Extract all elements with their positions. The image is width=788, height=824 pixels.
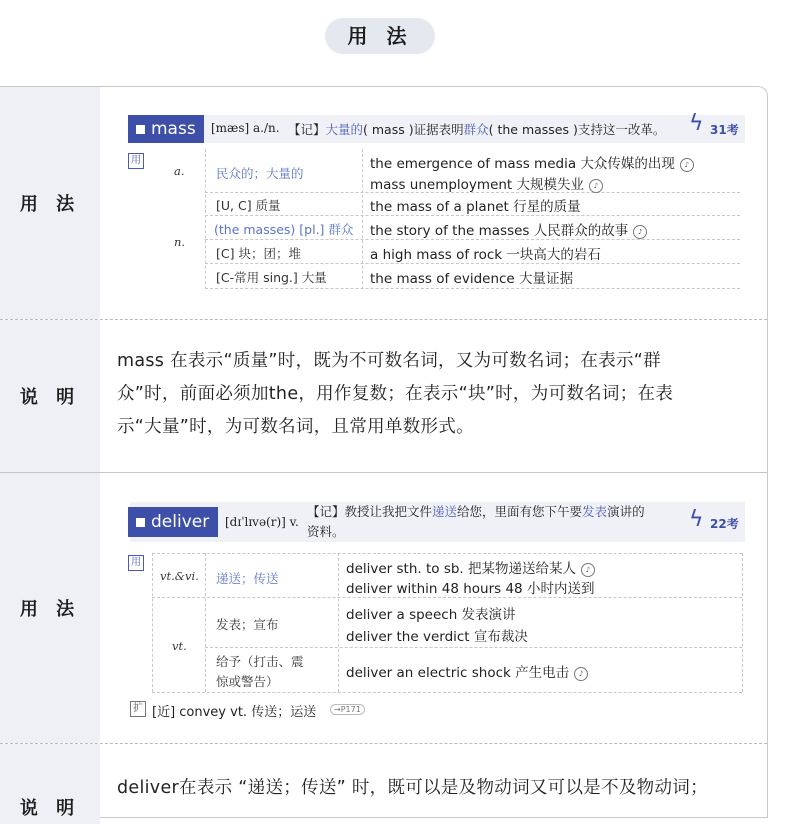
explanation-line: mass 在表示“质量”时，既为不可数名词，又为可数名词；在表示“群 (117, 351, 661, 371)
memo-text: ( the masses )支持这一改革。 (488, 122, 666, 137)
sense: [C-常用 sing.] 大量 (216, 270, 327, 285)
memo-text: 演讲的 (607, 504, 645, 519)
example-text: deliver the verdict 宣布裁决 (346, 629, 528, 645)
table-divider (205, 263, 740, 264)
headword-deliver (128, 507, 218, 537)
memo (288, 120, 665, 138)
memo-text: 给您，里面有您下午要 (457, 504, 583, 519)
example (370, 152, 694, 172)
example (370, 267, 573, 287)
synonym: [近] convey vt. 传送；运送 (152, 705, 317, 720)
explanation-line: 示“大量”时，为可数名词，且常用单数形式。 (117, 417, 474, 437)
page-reference[interactable]: →P171 (330, 704, 365, 715)
sense: 惊或警告） (216, 674, 279, 689)
kuo-badge-icon: 扩 (130, 701, 146, 717)
memo-prefix: 【记】 (288, 122, 326, 137)
memo-highlight: 群众 (463, 122, 489, 137)
example-text: the story of the masses 人民群众的故事 (370, 223, 629, 239)
sense: (the masses) [pl.] 群众 (214, 222, 354, 237)
sense: [C] 块；团；堆 (216, 246, 301, 261)
usage-label-2: 用 法 (0, 473, 100, 743)
headword-text: mass (151, 119, 196, 139)
audio-icon[interactable]: ♪ (589, 179, 603, 193)
example (346, 603, 516, 623)
sense: 发表；宣布 (216, 617, 279, 632)
square-icon (136, 125, 145, 134)
divider (0, 472, 767, 473)
usage-label: 用 法 (0, 87, 100, 319)
memo (307, 502, 645, 520)
pos-label: a. (174, 164, 185, 178)
example (370, 173, 603, 193)
memo-highlight: 大量的 (325, 122, 364, 137)
sense: [U, C] 质量 (216, 198, 281, 213)
audio-icon[interactable]: ♪ (581, 563, 595, 577)
explanation-line: 众”时，前面必须加the，用作复数；在表示“块”时，为可数名词；在表 (117, 384, 674, 404)
explain-label-2: 说 明 (0, 744, 100, 824)
example (346, 661, 588, 681)
lightning-icon: ϟ (689, 507, 704, 532)
memo-prefix: 【记】 (307, 504, 345, 519)
pos-label: vt.&vi. (160, 569, 199, 583)
divider (0, 319, 767, 320)
memo-text: 教授让我把文件 (344, 504, 433, 519)
headword-mass (128, 115, 204, 143)
example-text: deliver a speech 发表演讲 (346, 607, 516, 623)
pos-label: n. (174, 235, 186, 249)
example (346, 557, 595, 577)
table-divider (338, 553, 339, 692)
table-divider (742, 553, 743, 692)
exam-count: 31考 (710, 123, 739, 137)
example-text: the mass of evidence 大量证据 (370, 271, 574, 287)
memo-highlight: 递送 (432, 504, 458, 519)
memo-highlight: 发表 (582, 504, 608, 519)
pos-label: vt. (172, 639, 187, 653)
example-text: mass unemployment 大规模失业 (370, 177, 585, 193)
example-text: deliver within 48 hours 48 小时内送到 (346, 581, 595, 597)
table-divider (205, 553, 206, 692)
table-divider (362, 149, 363, 289)
table-divider (205, 215, 740, 216)
table-divider (152, 597, 742, 598)
content-frame (0, 86, 768, 818)
table-divider (152, 553, 153, 692)
example-text: the emergence of mass media 大众传媒的出现 (370, 156, 675, 172)
example-text: deliver sth. to sb. 把某物递送给某人 (346, 561, 577, 577)
lightning-icon: ϟ (689, 111, 704, 136)
example (370, 219, 647, 239)
table-divider (205, 288, 740, 289)
example-text: the mass of a planet 行星的质量 (370, 199, 581, 215)
example-text: a high mass of rock 一块高大的岩石 (370, 247, 601, 263)
section-title: 用 法 (325, 18, 435, 54)
headword-text: deliver (151, 512, 210, 532)
explanation-line: deliver在表示 “递送；传送” 时，既可以是及物动词又可以是不及物动词； (117, 778, 708, 798)
explain-label: 说 明 (0, 320, 100, 472)
sense: 民众的；大量的 (216, 166, 304, 181)
table-divider (205, 239, 740, 240)
audio-icon[interactable]: ♪ (680, 158, 694, 172)
square-icon (136, 518, 145, 527)
divider (0, 743, 767, 744)
example-text: deliver an electric shock 产生电击 (346, 665, 570, 681)
table-divider (152, 553, 742, 554)
yong-badge-icon: 用 (128, 153, 144, 169)
example (346, 625, 528, 645)
sense: 递送；传送 (216, 571, 279, 586)
table-divider (205, 149, 206, 289)
example (370, 195, 581, 215)
memo-line-2: 资料。 (307, 524, 345, 539)
yong-badge-icon: 用 (128, 555, 144, 571)
audio-icon[interactable]: ♪ (633, 225, 647, 239)
table-divider (205, 647, 742, 648)
memo-text: ( mass )证据表明 (363, 122, 464, 137)
phonetic: [mæs] a./n. (211, 121, 280, 135)
example (370, 243, 601, 263)
audio-icon[interactable]: ♪ (574, 667, 588, 681)
sense: 给予（打击、震 (216, 654, 304, 669)
exam-count: 22考 (710, 517, 739, 531)
table-divider (152, 692, 742, 693)
example (346, 577, 594, 597)
phonetic: [dɪˈlɪvə(r)] v. (225, 515, 299, 529)
